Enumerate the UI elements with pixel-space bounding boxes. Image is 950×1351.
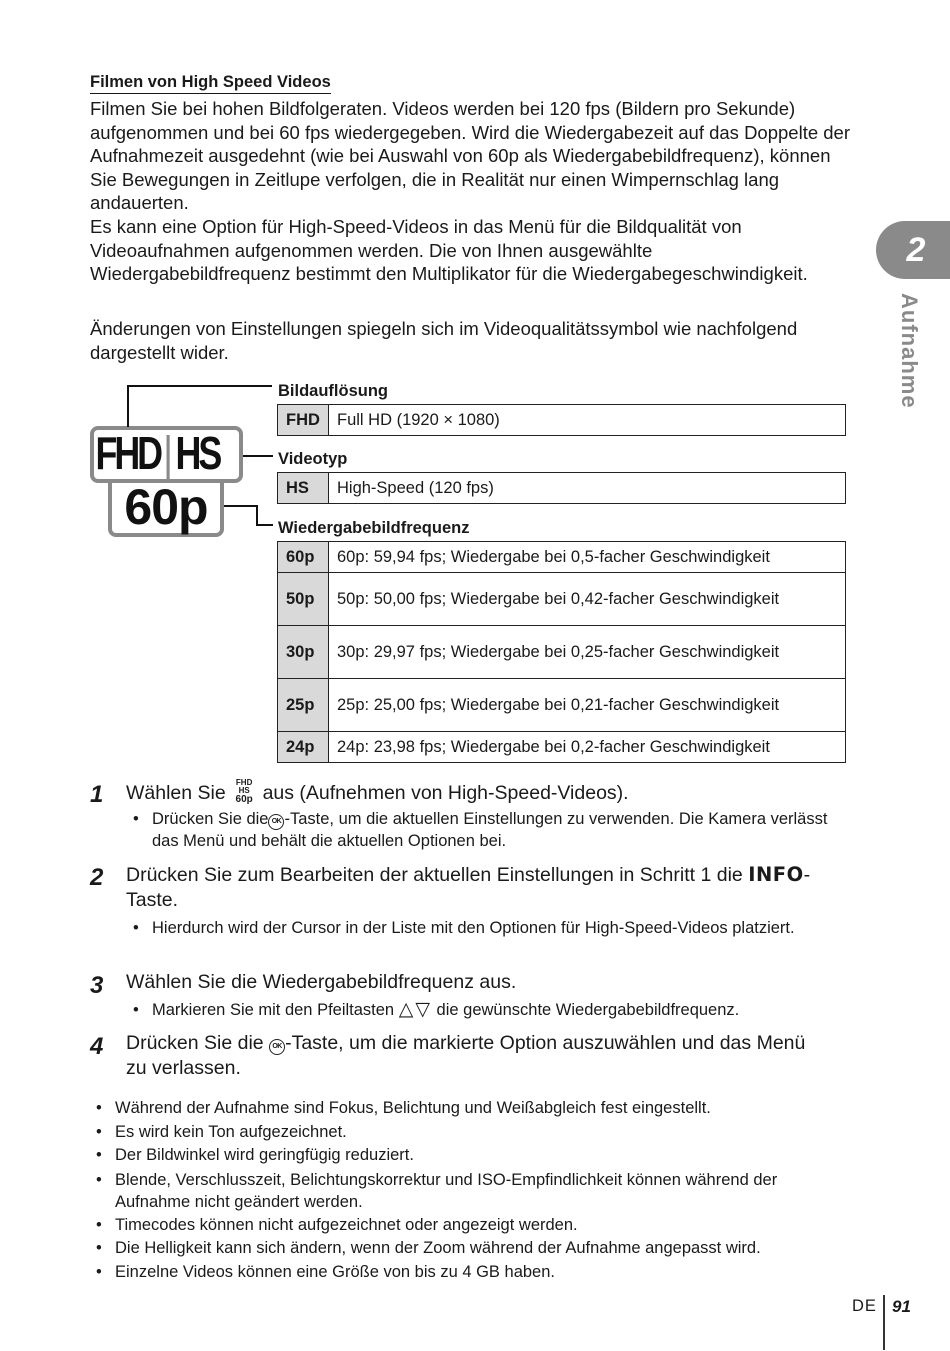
footer-language: DE [852,1297,877,1315]
list-item: • Timecodes können nicht aufgezeichnet oder angezeigt werden. [96,1215,578,1234]
row-key: FHD [278,405,329,436]
step-1-bullet: • Drücken Sie die OK -Taste, um die aktuellen Einstellungen zu verwenden. Die Kamera verlässt das Menü und behält die aktuellen Optionen bei. [133,810,828,850]
list-item: • Die Helligkeit kann sich ändern, wenn der Zoom während der Aufnahme angepasst wird. [96,1239,761,1257]
row-key: 30p [278,626,329,679]
row-value: 24p: 23,98 fps; Wiedergabe bei 0,2-facher Geschwindigkeit [329,732,846,763]
label-resolution: Bildauflösung [278,382,388,400]
step-1-number: 1 [90,781,104,808]
info-button-label: INFO [748,863,804,886]
arrow-up-down-icon: △▽ [398,999,432,1020]
step-4-text: Drücken Sie die OK -Taste, um die markierte Option auszuwählen und das Menü zu verlassen. [126,1032,806,1079]
video-quality-icon [90,426,243,483]
intro-paragraph-3: Änderungen von Einstellungen spiegeln sich im Videoqualitätssymbol wie nachfolgend dargestellt wider. [90,318,798,363]
row-key: 24p [278,732,329,763]
row-value: Full HD (1920 × 1080) [329,405,846,436]
table-row [278,473,846,504]
table-framerate [277,541,846,763]
chapter-name: Aufnahme [897,293,922,409]
step-2-bullet: • Hierdurch wird der Cursor in der Liste mit den Optionen für High-Speed-Videos platziert. [133,919,795,937]
connector-framerate-h1 [224,505,257,507]
label-framerate: Wiedergabebildfrequenz [278,519,470,537]
row-key: 60p [278,542,329,573]
table-row [278,679,846,732]
table-row [278,626,846,679]
fhd-hs-60p-icon: FHD HS 60p [235,778,253,805]
ok-button-icon: OK [268,814,284,830]
notes-list [96,1097,856,1284]
list-item: • Während der Aufnahme sind Fokus, Belichtung und Weißabgleich fest eingestellt. [96,1099,711,1117]
step-3-text: Wählen Sie die Wiedergabebildfrequenz aus. [126,971,517,993]
list-item: • Blende, Verschlusszeit, Belichtungskorrektur und ISO-Empfindlichkeit können während der Aufnahme nicht geändert werden. [96,1170,778,1211]
table-resolution [277,404,846,436]
connector-framerate-v [256,505,258,525]
table-row [278,405,846,436]
video-fps-icon [108,481,224,537]
row-value: High-Speed (120 fps) [329,473,846,504]
row-key: 25p [278,679,329,732]
footer-divider [883,1295,885,1350]
list-item: • Es wird kein Ton aufgezeichnet. [96,1122,347,1141]
row-value: 50p: 50,00 fps; Wiedergabe bei 0,42-facher Geschwindigkeit [329,573,846,626]
connector-resolution-v [127,385,129,427]
connector-resolution-h [127,385,272,387]
intro-paragraph-1: Filmen Sie bei hohen Bildfolgeraten. Videos werden bei 120 fps (Bildern pro Sekunde) aufgenommen und bei 60 fps wiedergegeben. Wird die Wiedergabezeit auf das Doppelte der Aufnahmezeit ausgedehnt (wie bei Auswahl von 60p als Wiedergabebildfrequenz), können Sie Bewegungen in Zeitlupe verfolgen, die in Realität nur einen Wimpernschlag lang andauerten. [90,98,851,213]
icon-fps-text: 60p [124,479,208,535]
table-row [278,732,846,763]
row-value: 60p: 59,94 fps; Wiedergabe bei 0,5-facher Geschwindigkeit [329,542,846,573]
step-3-bullet: • Markieren Sie mit den Pfeiltasten △▽ die gewünschte Wiedergabebildfrequenz. [133,999,740,1020]
row-value: 25p: 25,00 fps; Wiedergabe bei 0,21-facher Geschwindigkeit [329,679,846,732]
row-key: 50p [278,573,329,626]
icon-fhd-text: FHD [95,427,160,480]
intro-paragraph-2: Es kann eine Option für High-Speed-Videos in das Menü für die Bildqualität von Videoaufnahmen aufgenommen werden. Die von Ihnen ausgewählte Wiedergabebildfrequenz bestimmt den Multiplikator für die Wiedergabegeschwindigkeit. [90,216,808,284]
row-key: HS [278,473,329,504]
table-videotype [277,472,846,504]
step-2-text: Drücken Sie zum Bearbeiten der aktuellen Einstellungen in Schritt 1 die INFO-Taste. [126,863,811,911]
step-3-number: 3 [90,972,104,999]
table-row [278,542,846,573]
section-heading: Filmen von High Speed Videos [90,73,331,94]
list-item: • Einzelne Videos können eine Größe von bis zu 4 GB haben. [96,1262,555,1281]
chapter-number: 2 [906,230,926,269]
connector-framerate-h2 [256,524,273,526]
step-2-number: 2 [90,864,104,891]
step-1-text: Wählen Sie FHD HS 60p aus (Aufnehmen von High-Speed-Videos). [126,778,629,805]
chapter-tab [876,221,950,279]
connector-videotype [243,455,273,457]
label-videotype: Videotyp [278,450,348,468]
icon-hs-text: HS [175,427,220,480]
ok-button-icon: OK [269,1039,285,1055]
table-row [278,573,846,626]
row-value: 30p: 29,97 fps; Wiedergabe bei 0,25-facher Geschwindigkeit [329,626,846,679]
page-number: 91 [892,1297,911,1316]
step-4-number: 4 [90,1033,104,1060]
list-item: • Der Bildwinkel wird geringfügig reduziert. [96,1146,414,1164]
